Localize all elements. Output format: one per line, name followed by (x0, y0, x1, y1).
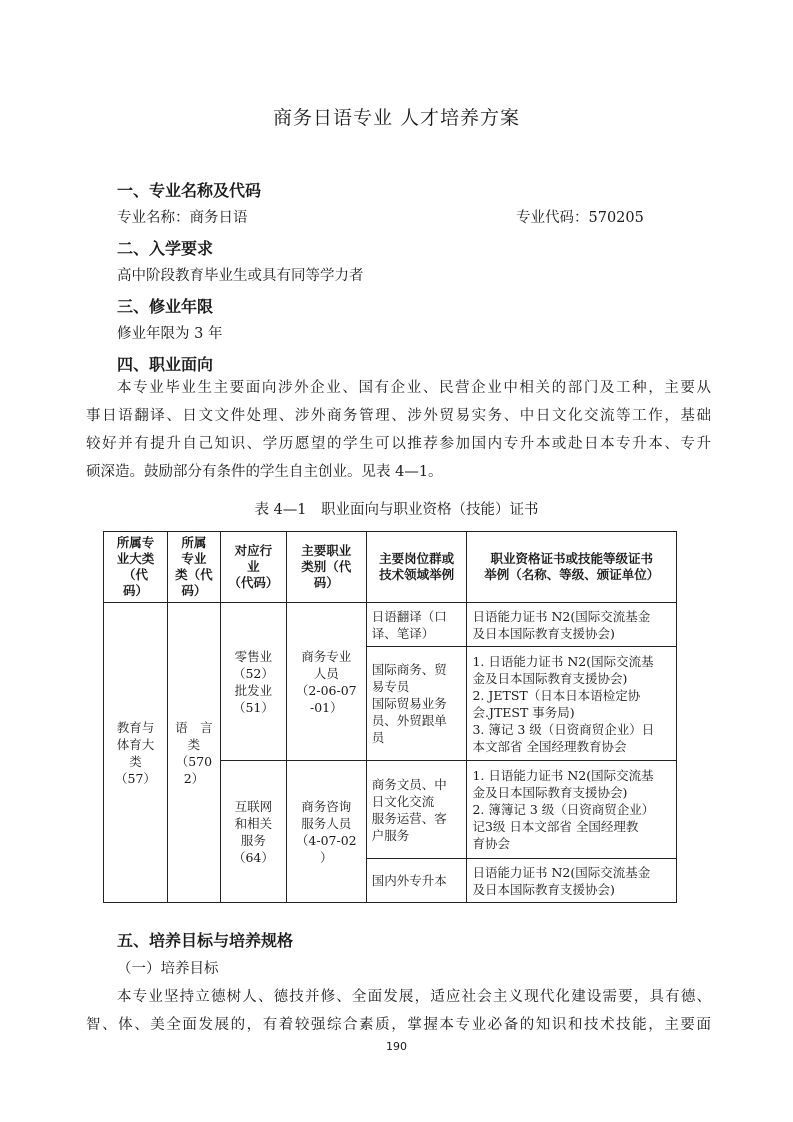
header-occupation: 主要职业 类别（代 码） (286, 532, 366, 603)
page-number: 190 (386, 1040, 407, 1053)
occupation-cell-consulting: 商务咨询 服务人员 （4-07-02 ） (286, 761, 366, 903)
table-caption: 表 4—1 职业面向与职业资格（技能）证书 (254, 502, 539, 518)
career-paragraph (86, 374, 711, 486)
header-posts: 主要岗位群或 技术领域举例 (366, 532, 467, 603)
goal-paragraph (86, 983, 711, 1039)
major-name: 专业名称：商务日语 (117, 210, 248, 226)
header-certificates: 职业资格证书或技能等级证书 举例（名称、等级、颁证单位） (467, 532, 677, 603)
post-cell: 商务文员、中 日文化交流 服务运营、客 户服务 (366, 761, 467, 859)
paragraph-line: 硕深造。鼓励部分有条件的学生自主创业。见表 4—1。 (86, 464, 443, 480)
post-cell: 日语翻译（口 译、笔译） (366, 603, 467, 647)
table-row (104, 603, 677, 647)
table-header-row (104, 532, 677, 603)
subsection-heading: （一）培养目标 (117, 961, 219, 977)
paragraph-line: 较好并有提升自己知识、学历愿望的学生可以推荐参加国内专升本或赴日本专升本、专升 (86, 436, 711, 452)
paragraph-line: 本专业坚持立德树人、德技并修、全面发展，适应社会主义现代化建设需要，具有德、 (117, 989, 711, 1005)
major-category-cell: 教育与 体育大 类 （57） (104, 603, 168, 903)
header-major-category: 所属专 业大类 （代 码） (104, 532, 168, 603)
duration-text: 修业年限为 3 年 (117, 326, 223, 342)
paragraph-line: 事日语翻译、日文文件处理、涉外商务管理、涉外贸易实务、中日文化交流等工作，基础 (86, 408, 711, 424)
industry-cell-retail: 零售业 （52） 批发业 （51） (220, 603, 286, 761)
post-cell: 国际商务、贸 易专员 国际贸易业务 员、外贸跟单 员 (366, 647, 467, 761)
page-title: 商务日语专业 人才培养方案 (272, 107, 521, 129)
certificate-cell: 1. 日语能力证书 N2(国际交流基 金及日本国际教育支援协会) 2. JETST（日本日本语检定协 会.JTEST 事务局) 3. 簿记 3 级（日资商贸企业）日 本文部省 全国经理教育协会 (467, 647, 677, 761)
certificate-cell: 1. 日语能力证书 N2(国际交流基 金及日本国际教育支援协会) 2. 簿簿记 3 级（日资商贸企业） 记3级 日本文部省 全国经理教 育协会 (467, 761, 677, 859)
major-code: 专业代码：570205 (516, 210, 644, 226)
post-cell: 国内外专升本 (366, 859, 467, 903)
paragraph-line: 智、体、美全面发展的，有着较强综合素质，掌握本专业必备的知识和技术技能，主要面 (86, 1017, 711, 1033)
admission-text: 高中阶段教育毕业生或具有同等学力者 (117, 268, 364, 284)
occupation-cell-business: 商务专业 人员 （2-06-07 -01） (286, 603, 366, 761)
section-5-heading: 五、培养目标与培养规格 (117, 931, 294, 950)
industry-cell-internet: 互联网 和相关 服务 （64） (220, 761, 286, 903)
section-3-heading: 三、修业年限 (117, 297, 214, 316)
section-1-heading: 一、专业名称及代码 (117, 181, 262, 200)
section-4-heading: 四、职业面向 (117, 355, 214, 374)
header-industry: 对应行 业 （代码） (220, 532, 286, 603)
major-class-cell: 语 言 类 （570 2） (167, 603, 220, 903)
paragraph-line: 本专业毕业生主要面向涉外企业、国有企业、民营企业中相关的部门及工种，主要从 (117, 380, 711, 396)
section-2-heading: 二、入学要求 (117, 239, 214, 258)
certificate-cell: 日语能力证书 N2(国际交流基金 及日本国际教育支援协会) (467, 859, 677, 903)
header-major-class: 所属 专业 类（代 码） (167, 532, 220, 603)
certificate-cell: 日语能力证书 N2(国际交流基金 及日本国际教育支援协会) (467, 603, 677, 647)
career-table (103, 531, 677, 903)
